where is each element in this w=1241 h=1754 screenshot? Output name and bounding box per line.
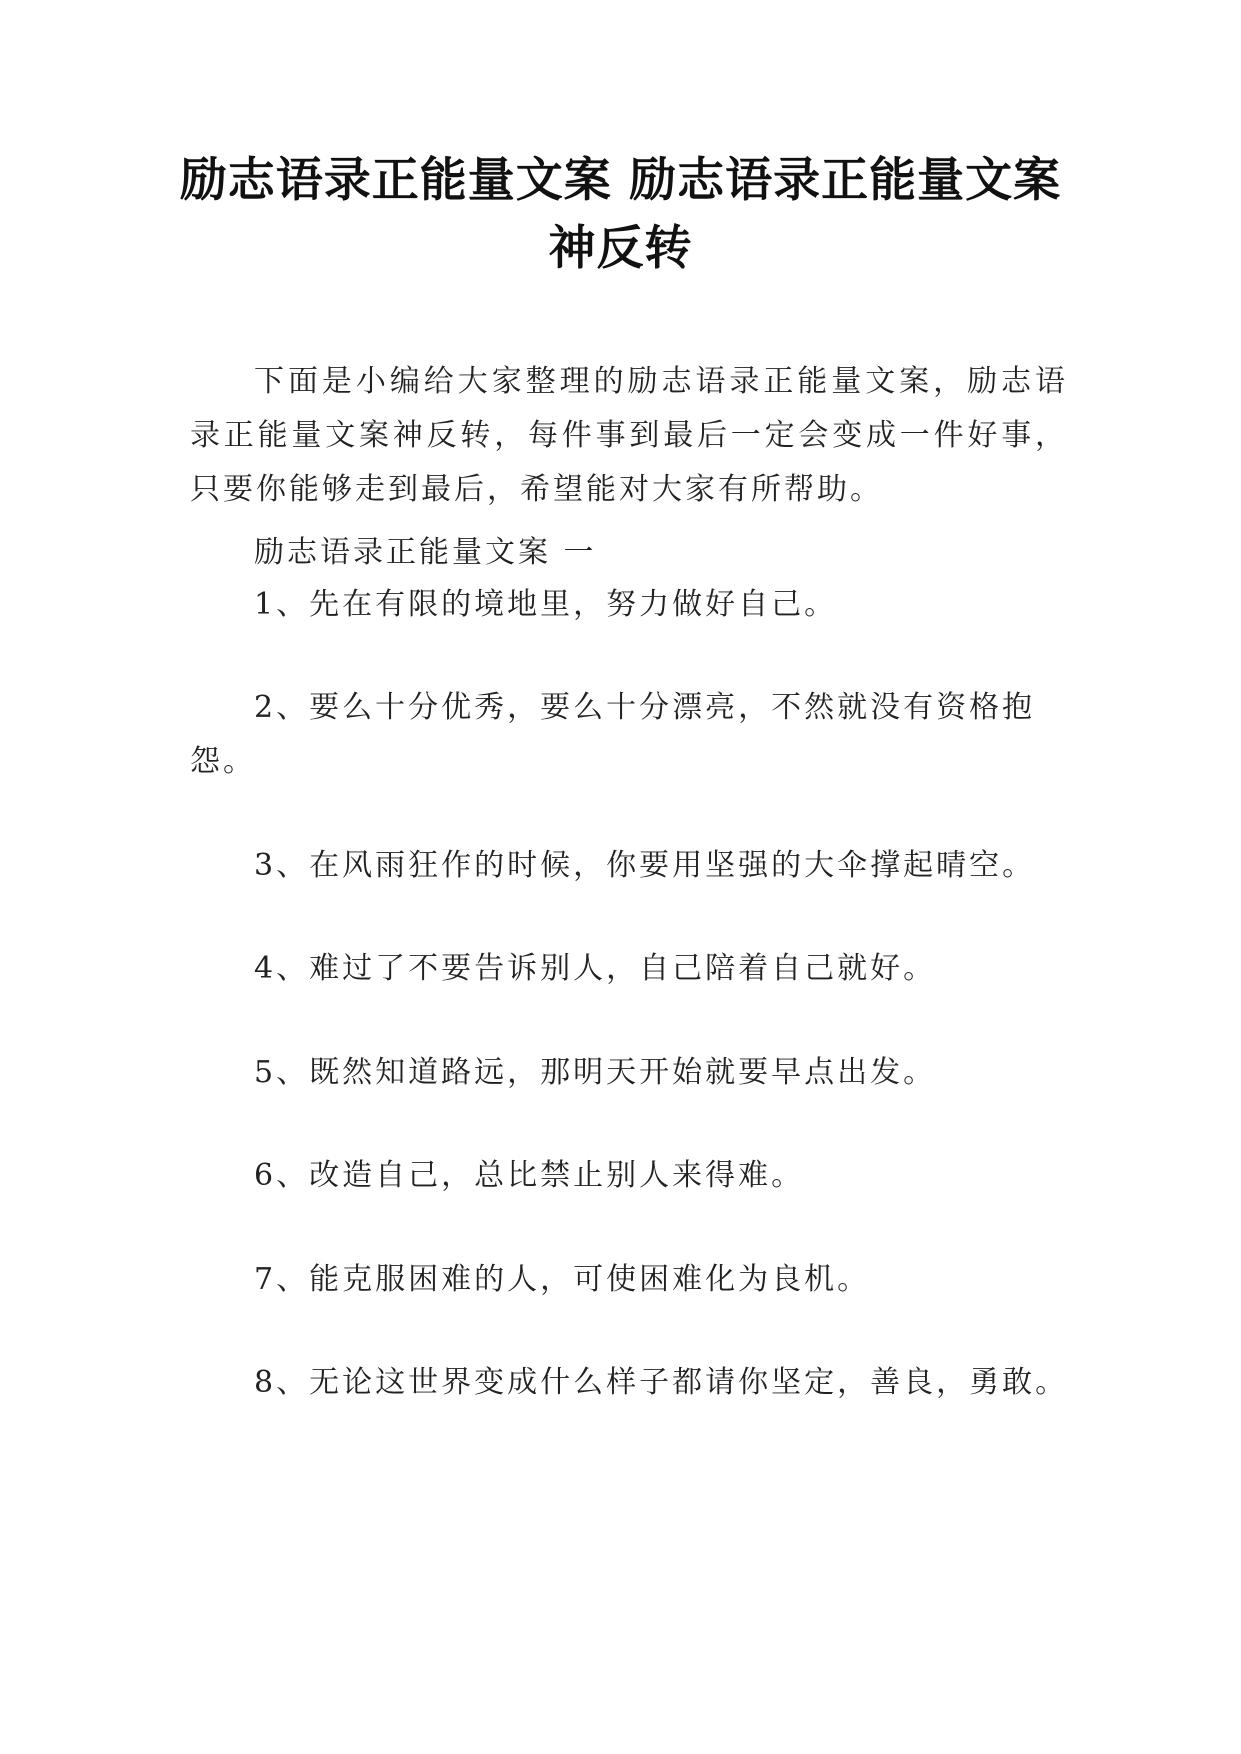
list-item: 7、能克服困难的人，可使困难化为良机。 <box>254 1262 871 1297</box>
section-heading: 励志语录正能量文案 一 <box>254 535 597 570</box>
document-title-line-1: 励志语录正能量文案 励志语录正能量文案 <box>179 153 1062 208</box>
list-item: 4、难过了不要告诉别人，自己陪着自己就好。 <box>254 951 937 986</box>
list-item: 5、既然知道路远，那明天开始就要早点出发。 <box>254 1055 937 1090</box>
document-title-line-2: 神反转 <box>548 221 693 276</box>
list-item: 8、无论这世界变成什么样子都请你坚定，善良，勇敢。 <box>254 1365 1069 1400</box>
list-item: 3、在风雨狂作的时候，你要用坚强的大伞撑起晴空。 <box>254 848 1036 883</box>
list-item: 6、改造自己，总比禁止别人来得难。 <box>254 1158 805 1193</box>
list-item: 2、要么十分优秀，要么十分漂亮，不然就没有资格抱怨。 <box>190 690 1036 779</box>
list-item: 1、先在有限的境地里，努力做好自己。 <box>254 587 838 622</box>
intro-paragraph: 下面是小编给大家整理的励志语录正能量文案，励志语录正能量文案神反转，每件事到最后一定会变成一件好事，只要你能够走到最后，希望能对大家有所帮助。 <box>190 364 1068 507</box>
